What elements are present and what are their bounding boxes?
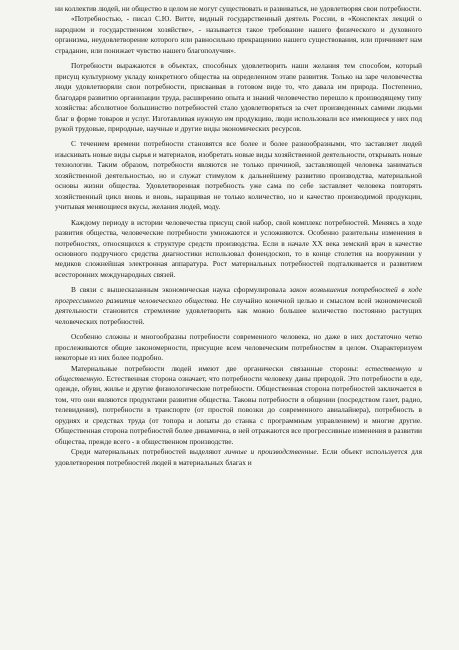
emphasis-text: закон возвышения потребностей в ходе прогрессивного развития человеческого общества.	[55, 285, 422, 305]
paragraph-law-of-rising-needs	[55, 285, 422, 327]
emphasis-text: личные и производственные	[224, 447, 317, 457]
emphasis-text: естественную и общественную	[55, 363, 422, 383]
text-run: . Если объект используется для удовлетворения потребностей людей в материальных благах и	[55, 447, 423, 467]
text-run: В связи с вышесказанным экономическая наука сформулировала	[71, 285, 290, 295]
paragraph-personal-production-needs	[55, 447, 422, 468]
paragraph-needs-diversity: С течением времени потребности становятся все более и более разнообразными, что заставляет людей изыскивать новые виды сырья и материалов, изобретать новые виды хозяйственной деятельности, открывать новые технологии. Таким образом, потребности являются не только причиной, заставляющей человека заниматься хозяйственной деятельностью, но и служат стимулом к дальнейшему развитию производства, материальной основы жизни общества. Удовлетворенная потребность уже сама по себе заставляет человека повторять хозяйственный цикл вновь и вновь, наращивая не только количество, но и качество производимой продукции, учитывая меняющиеся вкусы, желания людей, моду.	[55, 139, 422, 212]
paragraph-needs-objects: Потребности выражаются в объектах, способных удовлетворить наши желания тем способом, который присущ культурному укладу конкретного общества на определенном этапе развития. Только на заре человечества люди удовлетворяли свои потребности, присваивая в готовом виде то, что давала им природа. Постепенно, благодаря развитию организации труда, расширению опыта и знаний человечество перешло к производящему типу хозяйства: абсолютное большинство потребностей стало удовлетворяться за счет произведенных самими людьми благ в форме товаров и услуг. Изготавливая нужную им продукцию, люди использовали все имеющиеся у них под рукой трудовые, природные, научные и другие виды экономических ресурсов.	[55, 61, 422, 133]
paragraph-historical-periods: Каждому периоду в истории человечества присущ свой набор, свой комплекс потребностей. Меняясь в ходе развития общества, человеческие потребности умножаются и усложняются. Особенно разительны изменения в потребностях, относящихся к структуре средств производства. Если в начале XX века земский врач в качестве основного подручного средства диагностики использовал фонендоскоп, то в конце столетия на вооружении у медиков сложнейшая электронная аппаратура. Рост материальных потребностей подталкивается и развитием всесторонних международных связей.	[55, 217, 422, 279]
paragraph-continuation: ни коллектив людей, ни общество в целом не могут существовать и развиваться, не удовлетворяя свои потребности.	[55, 4, 422, 13]
paragraph-witte-quote: «Потребностью, - писал С.Ю. Витте, видный государственный деятель России, в «Конспектах лекций о народном и государственном хозяйстве», - называется такое требование нашего физического и духовного организма, неудовлетворение которого или равносильно прекращению нашего существования, или причиняет нам страдание, или понижает чувство нашего благополучия».	[55, 14, 422, 55]
text-run: Материальные потребности людей имеют две органически связанные стороны:	[71, 363, 366, 373]
text-run: Не случайно конечной целью и смыслом всей экономической деятельности становится стремление удовлетворить как можно большее количество постоянно растущих человеческих потребностей.	[55, 295, 422, 326]
paragraph-modern-needs: Особенно сложны и многообразны потребности современного человека, но даже в них достаточно четко прослеживаются общие закономерности, присущие всем человеческим потребностям в целом. Охарактеризуем некоторые из них более подробно.	[55, 332, 422, 363]
paragraph-material-needs-sides	[55, 364, 422, 448]
body-text	[55, 4, 422, 468]
text-run: . Естественная сторона означает, что потребности человеку даны природой. Это потребности в еде, одежде, обуви, жилье и другие физиологические потребности. Общественная сторона потребностей заключается в том, что они являются продуктами развития общества. Таковы потребности в общении (посредством газет, радио, телевидения), потребности в транспорте (от простой повозки до современного авиалайнера), потребность в орудиях и средствах труда (от топора и лопаты до станка с программным управлением) и многие другие. Общественная сторона потребностей более динамична, в ней отражаются все прогрессивные изменения в развитии общества, прежде всего - в общественном производстве.	[55, 373, 422, 446]
text-run: Среди материальных потребностей выделяют	[71, 447, 225, 457]
